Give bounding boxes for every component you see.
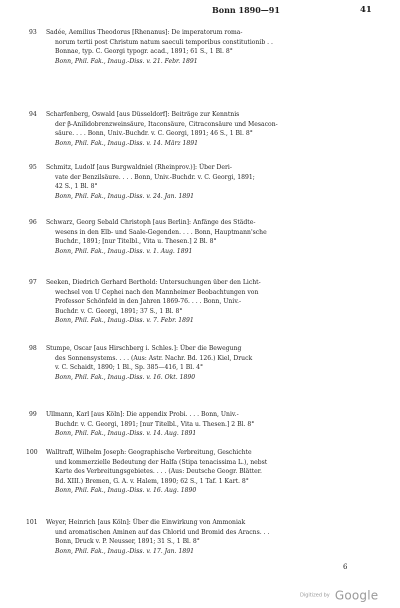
entry-number: 99 <box>29 411 37 418</box>
entry-text <box>46 110 366 148</box>
entry-line: Ullmann, Karl [aus Köln]: Die appendix Probi. . . . Bonn, Univ.- <box>46 411 239 418</box>
faculty-note: Bonn, Phil. Fak., Inaug.-Diss. v. 24. Jan. 1891 <box>55 192 194 200</box>
faculty-note: Bonn, Phil. Fak., Inaug.-Diss. v. 17. Jan. 1891 <box>55 547 194 555</box>
entry-line: wechsel von U Cephei nach den Mannheimer Beobachtungen von <box>55 288 259 296</box>
entry-number: 100 <box>26 449 38 456</box>
entry-line: Bonn, Druck v. P. Neusser, 1891; 31 S., 1 Bl. 8° <box>55 538 200 546</box>
entry-text <box>46 448 366 496</box>
entry-line: Scharfenberg, Oswald [aus Düsseldorf]: Beiträge zur Kenntnis <box>46 111 240 118</box>
entry-line: Weyer, Heinrich [aus Köln]: Über die Einwirkung von Ammoniak <box>46 519 246 526</box>
entry-line: Schmitz, Ludolf [aus Burgwaldniel (Rheinprov.)]: Über Deri- <box>46 164 232 171</box>
entry-number: 93 <box>29 29 37 36</box>
entry-text <box>46 518 366 556</box>
digitizer-prefix: Digitized by <box>300 592 330 599</box>
page-number: 41 <box>360 5 372 15</box>
entry-line: norum tertii post Christum natum saeculi temporibus constitutionib . . <box>55 38 273 46</box>
entry-line: Stumpe, Oscar [aus Hirschberg i. Schles.]: Über die Bewegung <box>46 345 242 352</box>
entry-line: Karte des Verbreitungsgebietes. . . . (Aus: Deutsche Geogr. Blätter. <box>55 468 262 476</box>
entry-line: Walltraff, Wilhelm Joseph: Geographische Verbreitung, Geschichte <box>46 449 252 456</box>
entry-line: Schwarz, Georg Sebald Christoph [aus Berlin]: Anfänge des Städte- <box>46 219 256 226</box>
entry-text <box>46 344 366 382</box>
entry-line: Buchdr. v. C. Georgi, 1891; 37 S., 1 Bl. 8° <box>55 307 183 315</box>
entry-text <box>46 28 366 66</box>
entry-text <box>46 163 366 201</box>
entry-line: des Sonnensystems. . . . (Aus: Astr. Nachr. Bd. 126.) Kiel, Druck <box>55 354 253 362</box>
entry-line: Sadée, Aemilius Theodorus [Rhenanus]: De imperatorum roma- <box>46 29 243 36</box>
entry-number: 97 <box>29 279 37 286</box>
entry-line: 42 S., 1 Bl. 8° <box>55 183 98 191</box>
entry-line: v. C. Schaidt, 1890; 1 Bl., Sp. 385—416, 1 Bl. 4° <box>55 364 203 372</box>
entry-line: Bd. XIII.) Bremen, G. A. v. Halem, 1890; 62 S., 1 Taf. 1 Kart. 8° <box>55 477 249 485</box>
entry-number: 94 <box>29 111 37 118</box>
faculty-note: Bonn, Phil. Fak., Inaug.-Diss. v. 7. Febr. 1891 <box>55 317 194 325</box>
running-header <box>0 5 400 19</box>
running-head-title: Bonn 1890—91 <box>212 5 280 15</box>
entry-line: wesens in den Elb- und Saale-Gegenden. . . . Bonn, Hauptmann'sche <box>55 228 267 236</box>
entry-line: Buchdr. v. C. Georgi, 1891; [nur Titelbl., Vita u. Thesen.] 2 Bl. 8° <box>55 420 255 428</box>
entry-number: 98 <box>29 345 37 352</box>
entry-line: Professor Schönfeld in den Jahren 1869-76. . . . Bonn, Univ.- <box>55 298 242 306</box>
faculty-note: Bonn, Phil. Fak., Inaug.-Diss. v. 21. Febr. 1891 <box>55 57 198 65</box>
digitizer-brand: Google <box>334 588 379 603</box>
entry-line: und aromatischen Aminen auf das Chlorid und Bromid des Aracns. . . <box>55 528 270 536</box>
sheet-signature: 6 <box>343 563 348 571</box>
entry-line: der β-Anilidobrenzweinsäure, Itaconsäure, Citraconsäure und Mesacon- <box>55 120 278 128</box>
entry-text <box>46 278 366 326</box>
faculty-note: Bonn, Phil. Fak., Inaug.-Diss. v. 1. Aug. 1891 <box>55 247 193 255</box>
entry-number: 101 <box>26 519 38 526</box>
entry-number: 95 <box>29 164 37 171</box>
digitizer-watermark <box>300 585 378 604</box>
faculty-note: Bonn, Phil. Fak., Inaug.-Diss. v. 16. Okt. 1890 <box>55 373 196 381</box>
entry-line: vate der Benzilsäure. . . . Bonn, Univ.-Buchdr. v. C. Georgi, 1891; <box>55 173 255 181</box>
entry-line: Seeken, Diedrich Gerhard Berthold: Untersuchungen über den Licht- <box>46 279 261 286</box>
entry-line: Buchdr., 1891; [nur Titelbl., Vita u. Thesen.] 2 Bl. 8° <box>55 238 217 246</box>
faculty-note: Bonn, Phil. Fak., Inaug.-Diss. v. 14. Aug. 1891 <box>55 430 197 438</box>
entry-text <box>46 218 366 256</box>
entry-line: Bonnae, typ. C. Georgi typogr. acad., 1891; 61 S., 1 Bl. 8° <box>55 48 233 56</box>
entry-text <box>46 410 366 439</box>
faculty-note: Bonn, Phil. Fak., Inaug.-Diss. v. 16. Aug. 1890 <box>55 487 197 495</box>
faculty-note: Bonn, Phil. Fak., Inaug.-Diss. v. 14. März 1891 <box>55 139 199 147</box>
entry-line: und kommerzielle Bedeutung der Halfa (Stipa tenacissima L.), nebst <box>55 458 268 466</box>
entry-number: 96 <box>29 219 37 226</box>
entry-line: säure. . . . Bonn, Univ.-Buchdr. v. C. Georgi, 1891; 46 S., 1 Bl. 8° <box>55 130 253 138</box>
